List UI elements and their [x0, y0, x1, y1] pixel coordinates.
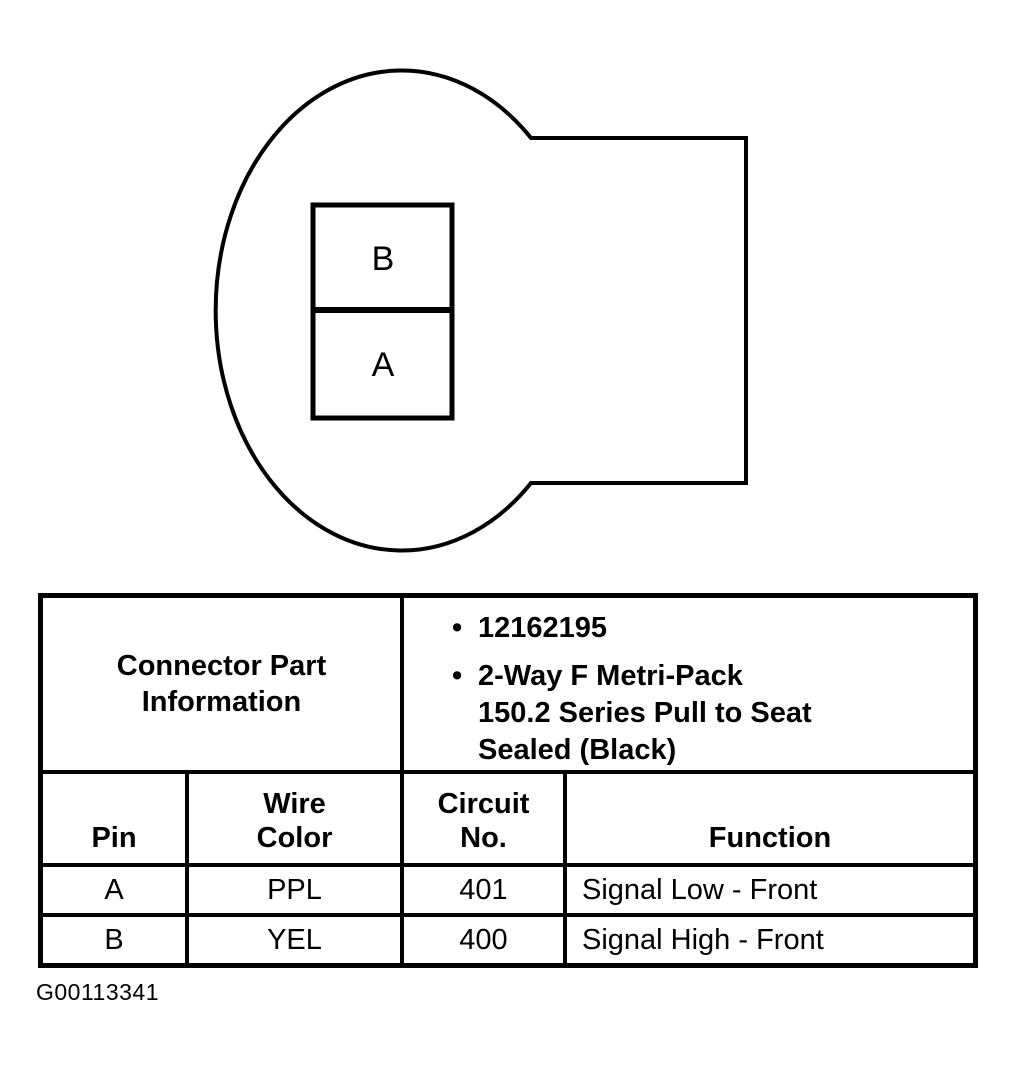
circuit-no-cell-a: 401 [404, 867, 563, 913]
bullet-icon: • [452, 612, 463, 644]
col-header-circuit-line-1: Circuit [437, 788, 530, 820]
part-info-title [117, 648, 326, 720]
col-header-wire-line-2: Color [256, 822, 333, 854]
part-info-title-line-1: Connector Part [116, 650, 327, 682]
function-cell-b: Signal High - Front [567, 917, 973, 963]
col-header-function-label: Function [708, 822, 832, 854]
pin-cell-b: B [43, 917, 185, 963]
col-header-circuit-no [404, 774, 563, 863]
part-info-cell [43, 598, 400, 770]
connector-info-table [38, 593, 978, 968]
bullet-line: Sealed (Black) [478, 734, 677, 766]
figure-id: G00113341 [36, 979, 160, 1005]
pin-cavity-label-b: B [371, 240, 395, 278]
bullet-text [478, 610, 607, 647]
pin-cavity-label-a: A [371, 346, 395, 384]
bullet-text [478, 658, 812, 769]
bullet-item-part-number [452, 610, 963, 647]
part-info-title-line-2: Information [141, 686, 302, 718]
col-header-pin-label: Pin [91, 822, 137, 854]
connector-outline [216, 70, 746, 550]
col-header-pin [43, 774, 185, 863]
function-cell-a: Signal Low - Front [567, 867, 973, 913]
part-info-bullets-cell [404, 598, 973, 770]
bullet-line: 150.2 Series Pull to Seat [478, 697, 812, 729]
bullet-line: 12162195 [478, 612, 608, 644]
circuit-no-cell-b: 400 [404, 917, 563, 963]
col-header-function [567, 774, 973, 863]
bullet-line: 2-Way F Metri-Pack [478, 660, 743, 692]
wire-color-cell-b: YEL [189, 917, 400, 963]
col-header-circuit-line-2: No. [460, 822, 507, 854]
bullet-icon: • [452, 660, 463, 692]
pin-cell-a: A [43, 867, 185, 913]
bullet-item-description [452, 658, 963, 769]
col-header-wire-line-1: Wire [263, 788, 326, 820]
wire-color-cell-a: PPL [189, 867, 400, 913]
col-header-wire-color [189, 774, 400, 863]
